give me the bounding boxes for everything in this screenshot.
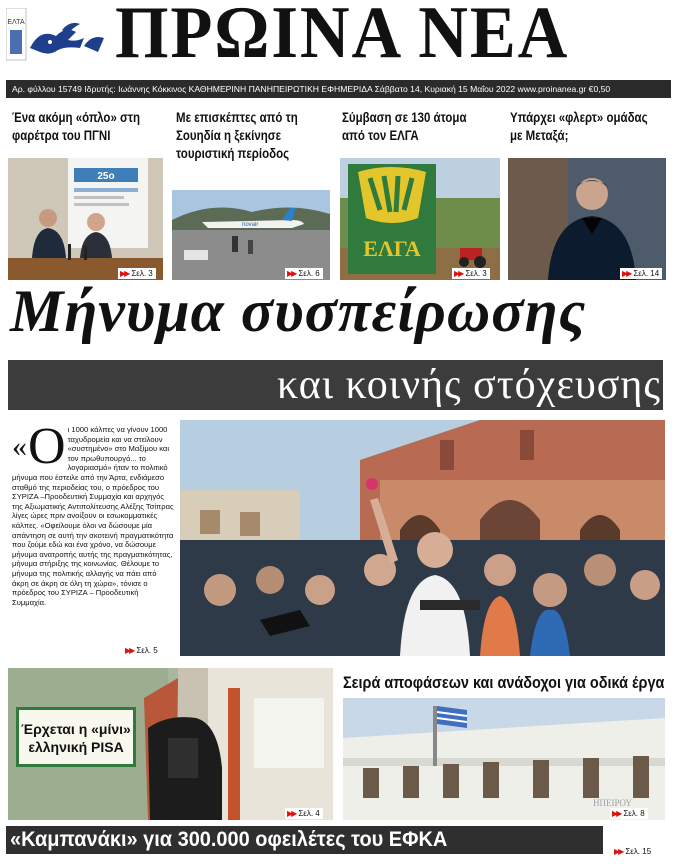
teaser-photo-pgni [8, 158, 163, 280]
drop-cap: Ο [28, 418, 66, 475]
elta-logo-text: ΕΛΤΑ [7, 19, 25, 26]
teaser-title-tourism[interactable]: Με επισκέπτες από τη Σουηδία η ξεκίνησε τουριστική περίοδος [176, 109, 298, 161]
teaser-photo-tourism [172, 190, 330, 280]
pisa-story-title[interactable]: Έρχεται η «μίνι» ελληνική PISA [16, 707, 136, 767]
building-sign-text: ΗΠΕΙΡΟΥ [593, 798, 633, 808]
teaser-page-pgni[interactable]: ▶▶ Σελ. 3 [118, 268, 156, 279]
teaser-photo-elga [340, 158, 500, 280]
plane-label: novair [242, 222, 259, 228]
main-story-photo [180, 420, 665, 656]
main-story-page[interactable]: ▶▶ Σελ. 5 [123, 645, 161, 656]
teaser-page-metaxas[interactable]: ▶▶ Σελ. 14 [620, 268, 662, 279]
roads-story-page[interactable]: ▶▶ Σελ. 8 [610, 808, 648, 819]
teaser-title-pgni[interactable]: Ένα ακόμη «όπλο» στη φαρέτρα του ΠΓΝΙ [12, 109, 141, 143]
pisa-story-page[interactable]: ▶▶ Σελ. 4 [285, 808, 323, 819]
teaser-title-metaxas[interactable]: Υπάρχει «φλερτ» ομάδας με Μεταξά; [510, 109, 648, 143]
teaser-photo-metaxas [508, 158, 666, 280]
newspaper-logo [6, 8, 111, 68]
roads-story-title[interactable]: Σειρά αποφάσεων και ανάδοχοι για οδικά έργα [343, 673, 665, 692]
main-article-text [12, 418, 174, 607]
bottom-story-page[interactable]: ▶▶ Σελ. 15 [612, 846, 654, 857]
roads-story-photo [343, 698, 665, 820]
main-headline-line1[interactable]: Μήνυμα συσπείρωσης [10, 278, 587, 344]
quote-mark: « [12, 430, 27, 463]
masthead-title: ΠΡΩΙΝΑ ΝΕΑ [115, 0, 570, 74]
teaser-title-elga[interactable]: Σύμβαση σε 130 άτομα από τον ΕΛΓΑ [342, 109, 467, 143]
main-headline-line2[interactable]: και κοινής στόχευσης [276, 362, 661, 408]
article-body: ι 1000 κάλπες να γίνουν 1000 ταχυδρομεία και να στείλουν «συστημένο» στο Μαξίμου και τον πρωθυπουργό... το λογαριασμό» ήταν το πολιτικό μήνυμα που έστειλε από την Άρτα, ενδιάμεσο σταθμό της περιοδείας του, ο πρόεδρος του ΣΥΡΙΖΑ –Προοδευτική Συμμαχία και αρχηγός της Αξιωματικής Αντιπολίτευσης Αλέξης Τσίπρας λίγες ώρες πριν ανοίξουν οι εσωκομματικές κάλπες. «Οφείλουμε όλοι να δώσουμε μία απάντηση σε αυτή την σκοτεινή πραγματικότητα που ζούμε εδώ και ένα χρόνο, να δώσουμε μήνυμα ανατροπής αυτής της πραγματικότητας, μήνυμα στήριξης της κοινωνίας. Θέλουμε το μήνυμα της πολιτικής αλλαγής να πάει από άκρη σε άκρη σε όλη τη χώρα», τόνισε ο πρόεδρος του ΣΥΡΙΖΑ – Προοδευτική Συμμαχία. [12, 425, 174, 607]
teaser-page-elga[interactable]: ▶▶ Σελ. 3 [452, 268, 490, 279]
banner-25-text: 25ο [97, 171, 115, 182]
teaser-page-tourism[interactable]: ▶▶ Σελ. 6 [285, 268, 323, 279]
info-bar: Αρ. φύλλου 15749 Ιδρυτής: Ιωάννης Κόκκινος ΚΑΘΗΜΕΡΙΝΗ ΠΑΝΗΠΕΙΡΩΤΙΚΗ ΕΦΗΜΕΡΙΔΑ Σάββατο 14, Κυριακή 15 Μαΐου 2022 www.proinanea.gr €0,50 [6, 80, 671, 98]
elga-logo-text: ΕΛΓΑ [363, 236, 421, 261]
bottom-headline[interactable]: «Καμπανάκι» για 300.000 οφειλέτες του ΕΦΚΑ [10, 828, 448, 851]
